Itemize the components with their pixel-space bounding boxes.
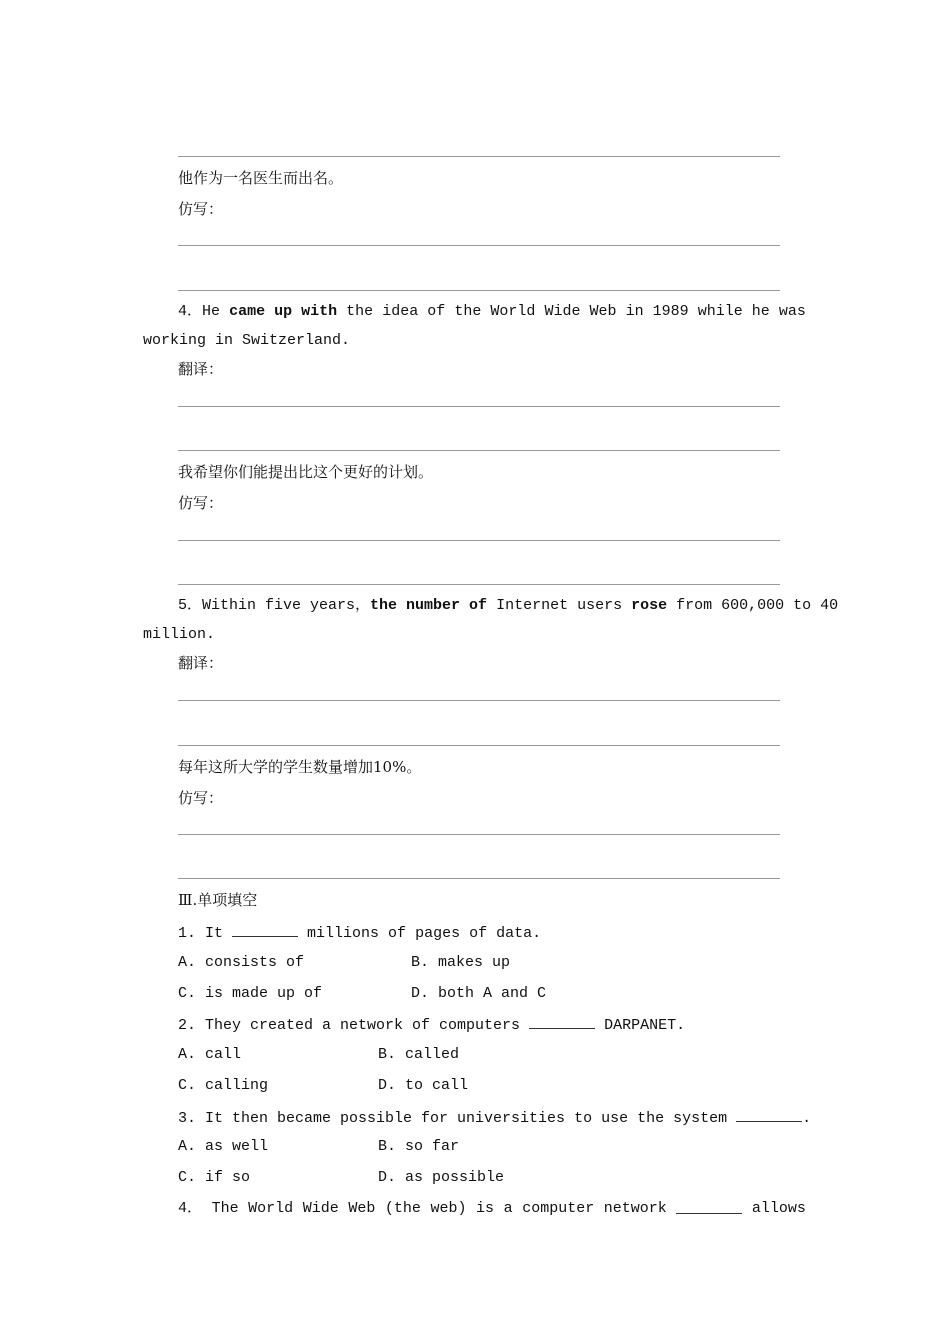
mc-question-3 (178, 1107, 811, 1129)
mc-question-4 (178, 1199, 806, 1219)
word: web) (430, 1200, 467, 1217)
word: Web (589, 303, 617, 320)
option-c: C. calling (178, 1077, 269, 1094)
word: (the (384, 1200, 421, 1217)
q4-sentence-line1 (178, 302, 806, 322)
option-b: B. so far (378, 1138, 460, 1155)
chinese-sentence: 他作为一名医生而出名。 (178, 169, 344, 187)
answer-line (178, 406, 780, 407)
question-text: DARPANET. (604, 1017, 686, 1034)
q4-key-phrase: came up with (229, 303, 338, 320)
answer-line (178, 290, 780, 291)
imitate-label: 仿写： (178, 789, 224, 807)
answer-line (178, 745, 780, 746)
answer-line (178, 450, 780, 451)
option-d: D. as possible (378, 1169, 505, 1186)
word: idea (382, 303, 419, 320)
chinese-sentence: 每年这所大学的学生数量增加10%。 (178, 758, 422, 776)
word: of (427, 303, 446, 320)
word: in (625, 303, 644, 320)
answer-line (178, 540, 780, 541)
word: 4． (178, 1200, 203, 1217)
word: The (211, 1200, 239, 1217)
option-d: D. both A and C (411, 985, 547, 1002)
imitate-label: 仿写： (178, 200, 224, 218)
word: was (778, 303, 806, 320)
question-text: millions of pages of data. (307, 925, 542, 942)
word: the (346, 303, 374, 320)
q5-sentence-line1 (178, 596, 838, 616)
answer-line (178, 834, 780, 835)
option-a: A. consists of (178, 954, 305, 971)
word: World (490, 303, 536, 320)
q5-key-word: rose (631, 597, 668, 614)
option-d: D. to call (378, 1077, 469, 1094)
answer-blank (676, 1199, 742, 1214)
answer-blank (529, 1014, 595, 1029)
q5-text: 5．Within five years， (178, 597, 371, 614)
answer-line (178, 245, 780, 246)
option-a: A. call (178, 1046, 242, 1063)
word: Wide (544, 303, 581, 320)
imitate-label: 仿写： (178, 494, 224, 512)
word: the (454, 303, 482, 320)
question-text: 2. They created a network of computers (178, 1017, 521, 1034)
section-heading: Ⅲ.单项填空 (178, 891, 258, 909)
q4-sentence-line2: working in Switzerland. (143, 332, 351, 349)
word: he (751, 303, 770, 320)
mc-question-1 (178, 922, 541, 944)
answer-line (178, 700, 780, 701)
q5-key-phrase: the number of (370, 597, 488, 614)
translate-label: 翻译： (178, 654, 224, 672)
word: a (503, 1200, 513, 1217)
chinese-sentence: 我希望你们能提出比这个更好的计划。 (178, 463, 434, 481)
word: 1989 (652, 303, 689, 320)
translate-label: 翻译： (178, 360, 224, 378)
option-b: B. makes up (411, 954, 511, 971)
mc-question-2 (178, 1014, 685, 1036)
word: allows (751, 1200, 806, 1217)
q4-number: 4．He (178, 303, 221, 320)
answer-line (178, 156, 780, 157)
answer-line (178, 878, 780, 879)
question-text: 3. It then became possible for universities to use the system (178, 1110, 728, 1127)
option-a: A. as well (178, 1138, 269, 1155)
word: network (603, 1200, 667, 1217)
answer-blank (736, 1107, 802, 1122)
q5-sentence-line2: million. (143, 626, 216, 643)
word: while (697, 303, 743, 320)
option-c: C. if so (178, 1169, 251, 1186)
answer-blank (232, 922, 298, 937)
q5-text: Internet users (487, 597, 632, 614)
word: is (476, 1200, 495, 1217)
q5-text: from 600,000 to 40 (667, 597, 839, 614)
question-text: . (802, 1110, 812, 1127)
word: computer (522, 1200, 595, 1217)
word: Wide (302, 1200, 339, 1217)
answer-line (178, 584, 780, 585)
word: World (248, 1200, 294, 1217)
option-b: B. called (378, 1046, 460, 1063)
word: Web (348, 1200, 376, 1217)
question-text: 1. It (178, 925, 224, 942)
option-c: C. is made up of (178, 985, 323, 1002)
